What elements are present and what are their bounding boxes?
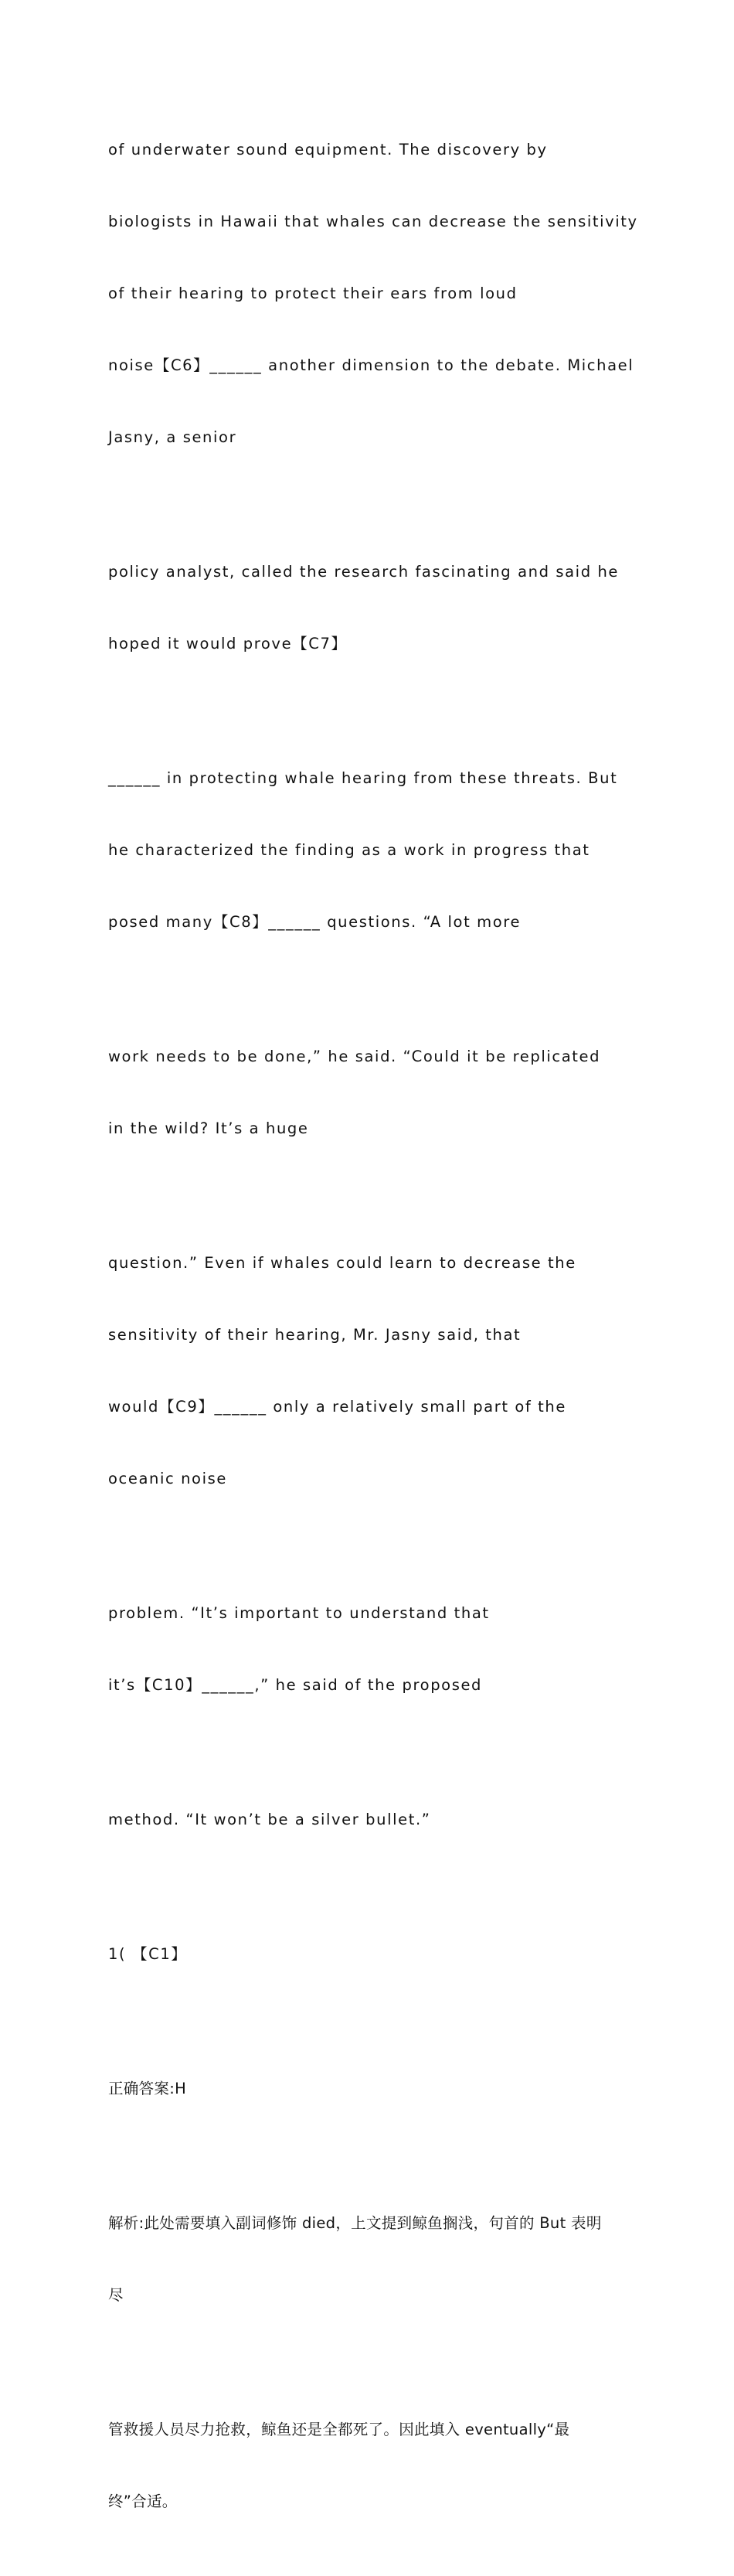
passage-paragraph [108,1553,634,1745]
text-line: 解析:此处需要填入副词修饰 died，上文提到鲸鱼搁浅，句首的 But 表明 [108,2214,602,2232]
document-body [108,90,638,2576]
text-line: 正确答案:H [108,2080,187,2097]
explanation-paragraph [108,2370,634,2561]
text-line: 1( 【C1】 [108,1945,188,1963]
passage-paragraph [108,718,634,982]
text-line: question.” Even if whales could learn to decrease the [108,1254,576,1272]
text-line: 管救援人员尽力抢救，鲸鱼还是全都死了。因此填入 eventually“最 [108,2421,570,2438]
passage-paragraph [108,512,634,704]
text-line: 终”合适。 [108,2493,178,2510]
text-line: biologists in Hawaii that whales can decrease the sensitivity [108,213,638,230]
text-line: it’s【C10】______,” he said of the proposed [108,1676,483,1694]
text-line: oceanic noise [108,1470,227,1487]
text-line: problem. “It’s important to understand that [108,1604,490,1622]
text-line: of underwater sound equipment. The discovery by [108,141,548,158]
text-line: policy analyst, called the research fascinating and said he [108,563,620,581]
text-line: work needs to be done,” he said. “Could it be replicated [108,1048,601,1065]
correct-answer [108,2029,634,2148]
text-line: in the wild? It’s a huge [108,1119,309,1137]
passage-paragraph [108,997,634,1188]
text-line: ______ in protecting whale hearing from these threats. But [108,769,618,787]
text-line: would【C9】______ only a relatively small part of the [108,1398,566,1416]
passage-paragraph [108,1203,634,1538]
explanation-paragraph [108,2163,634,2355]
text-line: Jasny, a senior [108,428,237,446]
question-number [108,1894,634,2014]
passage-paragraph [108,90,638,497]
text-line: posed many【C8】______ questions. “A lot more [108,913,522,931]
text-line: noise【C6】______ another dimension to the debate. Michael [108,356,634,374]
text-line: of their hearing to protect their ears from loud [108,285,518,302]
text-line: sensitivity of their hearing, Mr. Jasny said, that [108,1326,522,1344]
passage-paragraph [108,1760,634,1879]
text-line: hoped it would prove【C7】 [108,635,348,653]
text-line: he characterized the finding as a work in progress that [108,841,590,859]
text-line: method. “It won’t be a silver bullet.” [108,1811,431,1828]
text-line: 尽 [108,2286,124,2304]
